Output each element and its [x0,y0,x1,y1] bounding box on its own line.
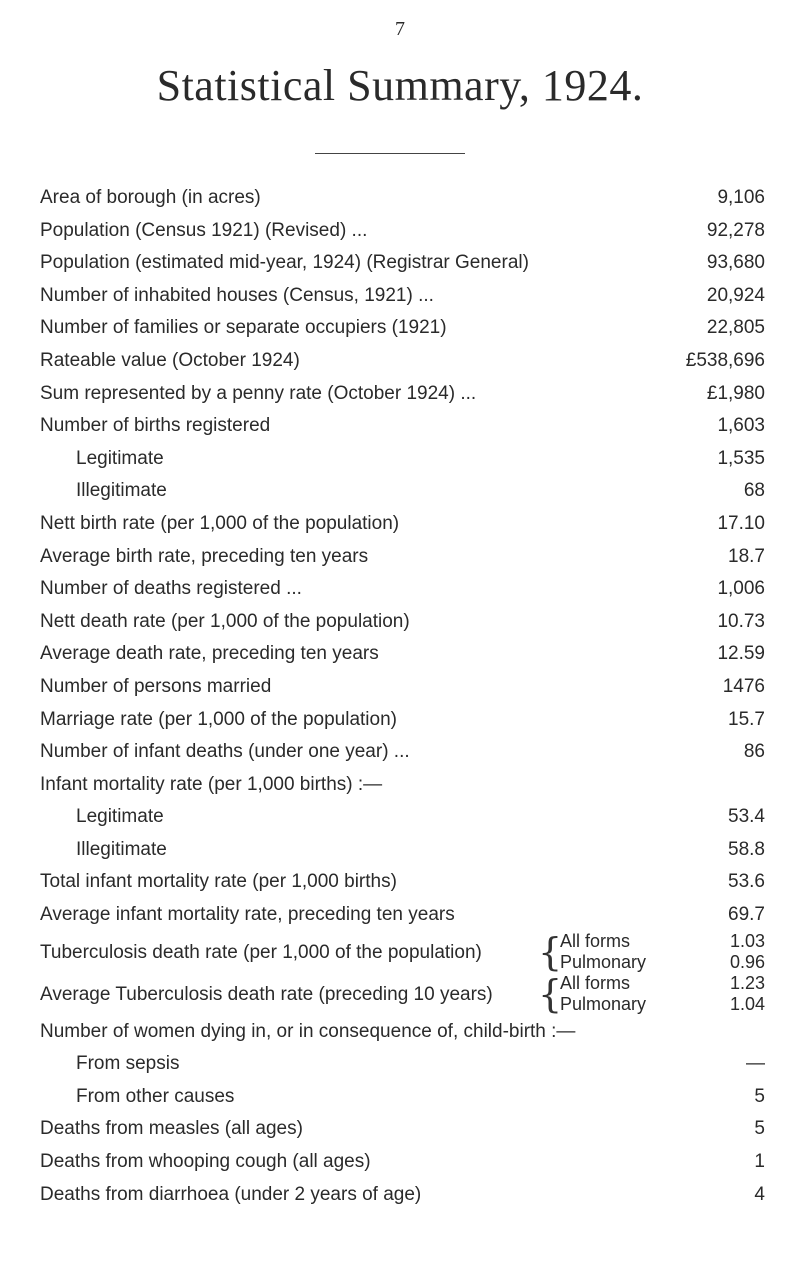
table-row [40,606,765,639]
tb-avg-pulmonary-label: Pulmonary [560,993,647,1014]
row-value: 92,278 [706,219,765,241]
row-value: 22,805 [706,317,765,339]
table-row [40,475,765,508]
table-row [40,508,765,541]
tb-pulmonary-label: Pulmonary [560,951,647,972]
row-value: 68 [743,480,765,502]
row-value: 53.4 [728,806,765,828]
row-label: Area of borough (in acres) [40,187,261,208]
table-row [40,280,765,313]
table-row [40,541,765,574]
table-row [40,247,765,280]
row-label: Number of women dying in, or in consequence of, child-birth :— [40,1020,576,1042]
table-row [40,866,765,899]
tb-all-forms-label: All forms [560,930,631,951]
page-number: 7 [395,18,405,40]
row-label: Nett birth rate (per 1,000 of the population) [40,512,400,534]
row-label: Average birth rate, preceding ten years [40,545,369,567]
row-value: 9,106 [717,187,765,208]
row-value: 58.8 [728,838,765,860]
row-label: From other causes [76,1085,235,1107]
row-value: 1,006 [717,578,765,600]
row-label: Infant mortality rate (per 1,000 births) :— [40,773,383,795]
table-row [40,1146,765,1179]
tb-pulmonary-value: 0.96 [729,951,765,972]
row-label: Population (estimated mid-year, 1924) (Registrar General) [40,252,529,274]
table-row [40,834,765,867]
row-value: 15.7 [728,708,765,730]
table-row [40,312,765,345]
row-label: Deaths from whooping cough (all ages) [40,1151,371,1173]
row-label: Number of infant deaths (under one year) ... [40,741,410,763]
table-row [40,704,765,737]
table-row [40,801,765,834]
row-value: 86 [743,741,765,763]
row-label: From sepsis [76,1053,180,1075]
table-row [40,671,765,704]
row-label: Number of births registered [40,415,271,437]
table-row [40,443,765,476]
row-label: Number of persons married [40,675,272,697]
tb-avg-pulmonary-value: 1.04 [729,993,765,1014]
table-row [40,410,765,443]
row-value: 53.6 [728,871,765,893]
table-row [40,638,765,671]
row-value: 1,603 [717,415,765,437]
table-row [40,182,765,215]
row-label: Average death rate, preceding ten years [40,643,379,665]
row-label: Illegitimate [76,480,167,502]
row-label: Legitimate [76,447,164,469]
row-value: 5 [754,1118,765,1140]
row-value: 5 [754,1085,765,1107]
table-row [40,1179,765,1212]
tb-avg-all-forms-label: All forms [560,972,631,993]
row-value: 1,535 [717,447,765,469]
row-label: Sum represented by a penny rate (October 1924) ... [40,382,477,404]
row-value: £538,696 [685,349,765,371]
table-row [40,215,765,248]
tuberculosis-average-label: Average Tuberculosis death rate (preceding 10 years) [40,983,493,1005]
title-divider [315,153,465,154]
row-value: 10.73 [717,610,765,632]
row-value: 1 [754,1151,765,1173]
statistics-rows-bottom [40,1016,765,1212]
row-value: 17.10 [717,512,765,534]
row-value: £1,980 [706,382,765,404]
tuberculosis-average-row [40,971,765,1016]
row-value: 1476 [722,675,765,697]
table-row [40,378,765,411]
brace-icon: { [538,971,563,1016]
row-value: 12.59 [717,643,765,665]
row-label: Deaths from measles (all ages) [40,1118,303,1140]
table-row [40,899,765,932]
row-label: Population (Census 1921) (Revised) ... [40,219,368,241]
row-label: Legitimate [76,806,164,828]
row-label: Nett death rate (per 1,000 of the population) [40,610,410,632]
statistics-table [40,182,765,1211]
tuberculosis-rate-row [40,929,765,974]
table-row [40,1048,765,1081]
row-label: Number of deaths registered ... [40,578,302,600]
statistics-rows-top [40,182,765,932]
row-label: Number of inhabited houses (Census, 1921) ... [40,284,434,306]
row-value: 93,680 [706,252,765,274]
table-row [40,573,765,606]
row-label: Marriage rate (per 1,000 of the population) [40,708,397,730]
row-value: 18.7 [728,545,765,567]
tuberculosis-rate-label: Tuberculosis death rate (per 1,000 of the population) [40,941,482,963]
table-row [40,736,765,769]
row-value: 4 [754,1183,765,1205]
row-value: — [746,1053,765,1075]
tb-all-forms-value: 1.03 [729,930,765,951]
row-value: 20,924 [706,284,765,306]
tb-avg-all-forms-value: 1.23 [729,972,765,993]
row-label: Rateable value (October 1924) [40,349,300,371]
page-title: Statistical Summary, 1924. [156,61,644,110]
table-row [40,1016,765,1049]
table-row [40,769,765,802]
row-label: Illegitimate [76,838,167,860]
row-value: 69.7 [728,904,765,926]
row-label: Deaths from diarrhoea (under 2 years of age) [40,1183,422,1205]
row-label: Average infant mortality rate, preceding ten years [40,904,455,926]
table-row [40,345,765,378]
brace-icon: { [538,929,563,974]
row-label: Number of families or separate occupiers (1921) [40,317,447,339]
table-row [40,1081,765,1114]
row-label: Total infant mortality rate (per 1,000 births) [40,871,397,893]
table-row [40,1113,765,1146]
